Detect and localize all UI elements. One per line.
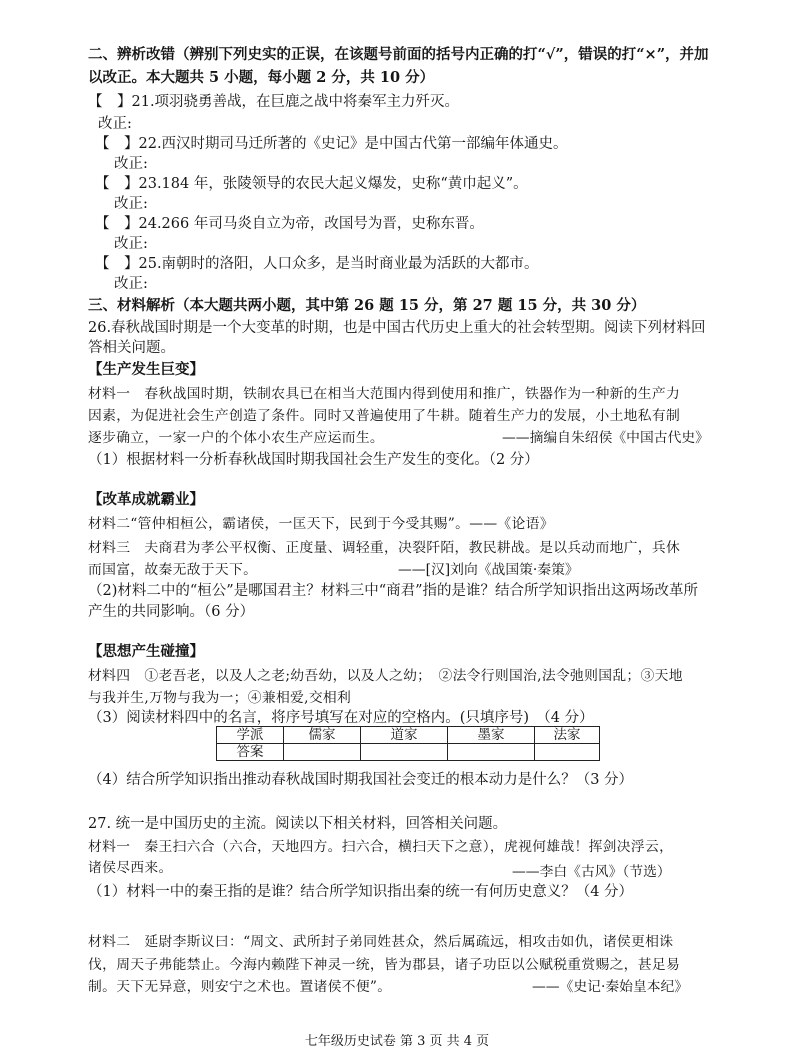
table-cell: 学派 <box>217 727 284 744</box>
q26-part1: （1）根据材料一分析春秋战国时期我国社会生产发生的变化。（2 分） <box>88 452 539 468</box>
q27-material2-line2: 伐，周天子弗能禁止。今海内赖陛下神灵一统，皆为郡县，诸子功臣以公赋税重赏赐之，甚足易 <box>88 957 681 973</box>
question-25: 【 】25.南朝时的洛阳，人口众多，是当时商业最为活跃的大都市。 <box>95 256 539 272</box>
material2: 材料二“管仲相桓公，霸诸侯，一匡天下，民到于今受其赐”。——《论语》 <box>88 516 554 532</box>
section3-heading: 三、材料解析（本大题共两小题，其中第 26 题 15 分，第 27 题 15 分，共 30 分） <box>88 297 646 314</box>
material3-source: ——[汉]刘向《战国策·秦策》 <box>398 562 579 578</box>
table-cell: 道家 <box>361 727 448 744</box>
question-22: 【 】22.西汉时期司马迁所著的《史记》是中国古代第一部编年体通史。 <box>95 136 568 152</box>
block2-title: 【改革成就霸业】 <box>88 491 204 508</box>
answer-table <box>216 726 600 761</box>
q27-part1: （1）材料一中的秦王指的是谁？结合所学知识指出秦的统一有何历史意义？（4 分） <box>88 884 634 900</box>
page-footer: 七年级历史试卷 第 3 页 共 4 页 <box>304 1034 490 1049</box>
q26-part3: （3）阅读材料四中的名言，将序号填写在对应的空格内。(只填序号) （4 分） <box>88 710 594 726</box>
question-23: 【 】23.184 年，张陵领导的农民大起义爆发，史称“黄巾起义”。 <box>95 176 528 192</box>
material1-line1: 材料一 春秋战国时期，铁制农具已在相当大范围内得到使用和推广，铁器作为一种新的生产力 <box>88 386 681 402</box>
answer-blank[interactable] <box>448 744 535 761</box>
q27-material2-line3: 制。天下无异意，则安宁之术也。置诸侯不便”。 <box>88 979 392 995</box>
q26-part4: （4）结合所学知识指出推动春秋战国时期我国社会变迁的根本动力是什么？（3 分） <box>88 772 634 788</box>
table-cell: 墨家 <box>448 727 535 744</box>
answer-blank[interactable] <box>535 744 600 761</box>
correction-label-24: 改正: <box>114 236 148 252</box>
table-row <box>217 744 600 761</box>
q27-material1-source: ——李白《古风》（节选） <box>512 864 671 880</box>
q26-part2-line2: 产生的共同影响。（6 分） <box>88 604 255 620</box>
table-cell: 法家 <box>535 727 600 744</box>
q27-material2-line1: 材料二 延尉李斯议曰：“周文、武所封子弟同姓甚众，然后属疏远，相攻击如仇，诸侯更相诛 <box>88 934 674 950</box>
material4-line2: 与我并生,万物与我为一；④兼相爱,交相利 <box>88 690 352 706</box>
q26-part2-line1: （2)材料二中的“桓公”是哪国君主？材料三中“商君”指的是谁？结合所学知识指出这两场改革所 <box>88 583 699 599</box>
correction-label-23: 改正: <box>114 196 148 212</box>
q26-intro-line2: 答相关问题。 <box>88 340 175 356</box>
section2-heading-line1: 二、辨析改错（辨别下列史实的正误，在该题号前面的括号内正确的打“√”，错误的打“×”，并加 <box>88 46 709 63</box>
material3-line1: 材料三 夫商君为孝公平权衡、正度量、调轻重，决裂阡陌，教民耕战。是以兵动而地广，兵休 <box>88 540 681 556</box>
correction-label-25: 改正: <box>114 276 148 292</box>
table-row <box>217 727 600 744</box>
q27-material1-line1: 材料一 秦王扫六合（六合，天地四方。扫六合，横扫天下之意），虎视何雄哉！挥剑决浮云， <box>88 839 674 855</box>
material1-source: ——摘编自朱绍侯《中国古代史》 <box>502 430 709 446</box>
block3-title: 【思想产生碰撞】 <box>88 643 204 660</box>
question-24: 【 】24.266 年司马炎自立为帝，改国号为晋，史称东晋。 <box>95 216 484 232</box>
table-cell: 儒家 <box>284 727 361 744</box>
q27-material2-source: ——《史记·秦始皇本纪》 <box>532 979 689 995</box>
block1-title: 【生产发生巨变】 <box>88 361 204 378</box>
correction-label-22: 改正: <box>114 156 148 172</box>
material4-line1: 材料四 ①老吾老，以及人之老;幼吾幼，以及人之幼； ②法令行则国治,法令弛则国乱；③天地 <box>88 668 683 684</box>
question-21: 【 】21.项羽骁勇善战，在巨鹿之战中将秦军主力歼灭。 <box>88 94 460 110</box>
q26-intro-line1: 26.春秋战国时期是一个大变革的时期，也是中国古代历史上重大的社会转型期。阅读下列材料回 <box>88 320 706 336</box>
answer-blank[interactable] <box>361 744 448 761</box>
material3-line2: 而国富，故秦无敌于天下。 <box>88 562 258 578</box>
table-cell: 答案 <box>217 744 284 761</box>
material1-line2: 因素，为促进社会生产创造了条件。同时又普遍使用了牛耕。随着生产力的发展，小土地私有制 <box>88 408 681 424</box>
q27-material1-line2: 诸侯尽西来。 <box>88 860 173 876</box>
correction-label-21: 改正: <box>98 116 132 132</box>
material1-line3: 逐步确立，一家一户的个体小农生产应运而生。 <box>88 430 385 446</box>
q27-intro: 27. 统一是中国历史的主流。阅读以下相关材料，回答相关问题。 <box>88 816 508 832</box>
answer-blank[interactable] <box>284 744 361 761</box>
section2-heading-line2: 以改正。本大题共 5 小题，每小题 2 分，共 10 分） <box>88 69 435 86</box>
